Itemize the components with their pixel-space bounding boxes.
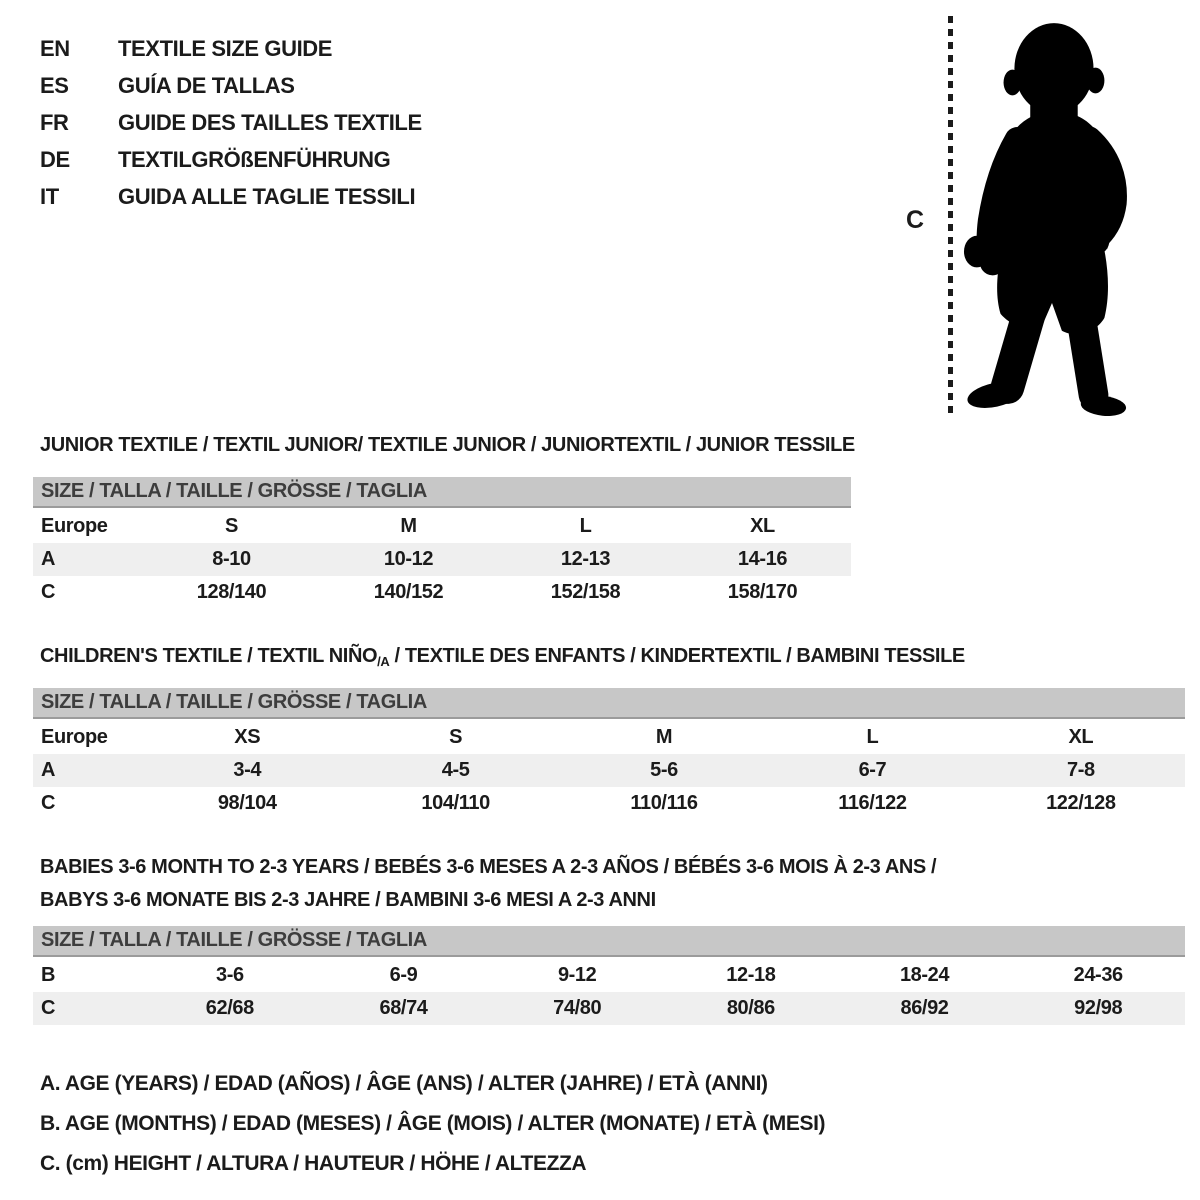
table-cell: 10-12 (383, 548, 434, 570)
table-cell: 62/68 (205, 997, 254, 1019)
guide-title-en: TEXTILE SIZE GUIDE (118, 35, 333, 61)
table-cell: M (655, 726, 673, 748)
table-cell: 110/116 (630, 792, 698, 814)
table-cell: 104/110 (421, 792, 490, 814)
language-code: ES (40, 72, 69, 98)
table-cell: 98/104 (217, 792, 277, 814)
table-row-europe (33, 510, 851, 543)
table-row-age (33, 754, 1185, 787)
table-cell: 24-36 (1073, 964, 1123, 986)
table-cell: L (579, 515, 592, 537)
table-cell: 158/170 (727, 581, 798, 603)
table-cell: 18-24 (899, 964, 950, 986)
row-label: A (41, 548, 56, 570)
language-code: EN (40, 35, 70, 61)
height-dashed-line (948, 16, 953, 417)
row-label: C (41, 581, 56, 603)
table-cell: 12-18 (726, 964, 776, 986)
language-code: DE (40, 146, 70, 172)
table-cell: 3-4 (233, 759, 262, 781)
language-code: IT (40, 183, 59, 209)
row-label: Europe (41, 726, 108, 748)
table-cell: XL (1068, 726, 1094, 748)
table-cell: XS (234, 726, 261, 748)
table-row-age (33, 543, 851, 576)
language-row-en (40, 30, 422, 67)
table-cell: 86/92 (900, 997, 949, 1019)
children-size-table (33, 688, 1185, 820)
table-cell: L (866, 726, 879, 748)
table-cell: 6-9 (389, 964, 418, 986)
children-title-suffix: / TEXTILE DES ENFANTS / KINDERTEXTIL / BAMBINI TESSILE (389, 645, 965, 667)
measure-legend (40, 1064, 825, 1184)
children-title-prefix: CHILDREN'S TEXTILE / TEXTIL NIÑO (40, 645, 378, 667)
language-code: FR (40, 109, 69, 135)
guide-title-es: GUÍA DE TALLAS (118, 72, 295, 98)
guide-title-fr: GUIDE DES TAILLES TEXTILE (118, 109, 422, 135)
table-cell: 116/122 (838, 792, 907, 814)
table-cell: 9-12 (557, 964, 597, 986)
children-title-subscript: /A (377, 654, 390, 669)
table-cell: 80/86 (726, 997, 775, 1019)
babies-title-line2: BABYS 3-6 MONATE BIS 2-3 JAHRE / BAMBINI 3-6 MESI A 2-3 ANNI (40, 889, 656, 911)
row-label: C (41, 792, 56, 814)
row-label: B (41, 964, 56, 986)
table-cell: 5-6 (650, 759, 678, 781)
table-row-europe (33, 721, 1185, 754)
height-measure-label: C (906, 206, 924, 234)
language-row-it (40, 178, 422, 215)
table-cell: 6-7 (858, 759, 887, 781)
legend-line-c: C. (cm) HEIGHT / ALTURA / HAUTEUR / HÖHE / ALTEZZA (40, 1152, 587, 1175)
junior-section-title: JUNIOR TEXTILE / TEXTIL JUNIOR/ TEXTILE JUNIOR / JUNIORTEXTIL / JUNIOR TESSILE (40, 434, 855, 456)
row-label: Europe (41, 515, 108, 537)
size-header-bar: SIZE / TALLA / TAILLE / GRÖSSE / TAGLIA (33, 688, 1185, 719)
table-cell: M (400, 515, 417, 537)
table-cell: 14-16 (737, 548, 788, 570)
guide-title-de: TEXTILGRÖßENFÜHRUNG (118, 146, 391, 172)
language-row-fr (40, 104, 422, 141)
table-cell: 128/140 (196, 581, 267, 603)
row-label: A (41, 759, 56, 781)
table-cell: S (449, 726, 463, 748)
legend-line-a: A. AGE (YEARS) / EDAD (AÑOS) / ÂGE (ANS) / ALTER (JAHRE) / ETÀ (ANNI) (40, 1072, 768, 1095)
table-cell: 3-6 (215, 964, 244, 986)
table-row-height (33, 787, 1185, 820)
table-cell: 12-13 (560, 548, 611, 570)
guide-title-it: GUIDA ALLE TAGLIE TESSILI (118, 183, 416, 209)
table-row-height (33, 992, 1185, 1025)
table-cell: S (225, 515, 238, 537)
size-header-bar: SIZE / TALLA / TAILLE / GRÖSSE / TAGLIA (33, 477, 851, 508)
table-cell: 68/74 (379, 997, 428, 1019)
babies-title-line1: BABIES 3-6 MONTH TO 2-3 YEARS / BEBÉS 3-6 MESES A 2-3 AÑOS / BÉBÉS 3-6 MOIS À 2-3 ANS / (40, 856, 937, 878)
table-cell: 152/158 (550, 581, 621, 603)
babies-section-title (40, 851, 936, 917)
toddler-silhouette-icon (963, 16, 1141, 418)
size-header-bar: SIZE / TALLA / TAILLE / GRÖSSE / TAGLIA (33, 926, 1185, 957)
table-cell: 122/128 (1046, 792, 1116, 814)
babies-size-table (33, 926, 1185, 1025)
table-cell: 92/98 (1074, 997, 1123, 1019)
language-title-list (40, 30, 422, 215)
table-cell: 7-8 (1066, 759, 1095, 781)
table-cell: 140/152 (373, 581, 444, 603)
table-cell: XL (750, 515, 775, 537)
language-row-es (40, 67, 422, 104)
table-cell: 4-5 (441, 759, 470, 781)
table-row-height (33, 576, 851, 609)
table-cell: 74/80 (553, 997, 602, 1019)
table-row-months (33, 959, 1185, 992)
children-section-title (40, 645, 965, 669)
junior-size-table (33, 477, 851, 609)
row-label: C (41, 997, 56, 1019)
table-cell: 8-10 (212, 548, 251, 570)
language-row-de (40, 141, 422, 178)
legend-line-b: B. AGE (MONTHS) / EDAD (MESES) / ÂGE (MOIS) / ALTER (MONATE) / ETÀ (MESI) (40, 1112, 826, 1135)
